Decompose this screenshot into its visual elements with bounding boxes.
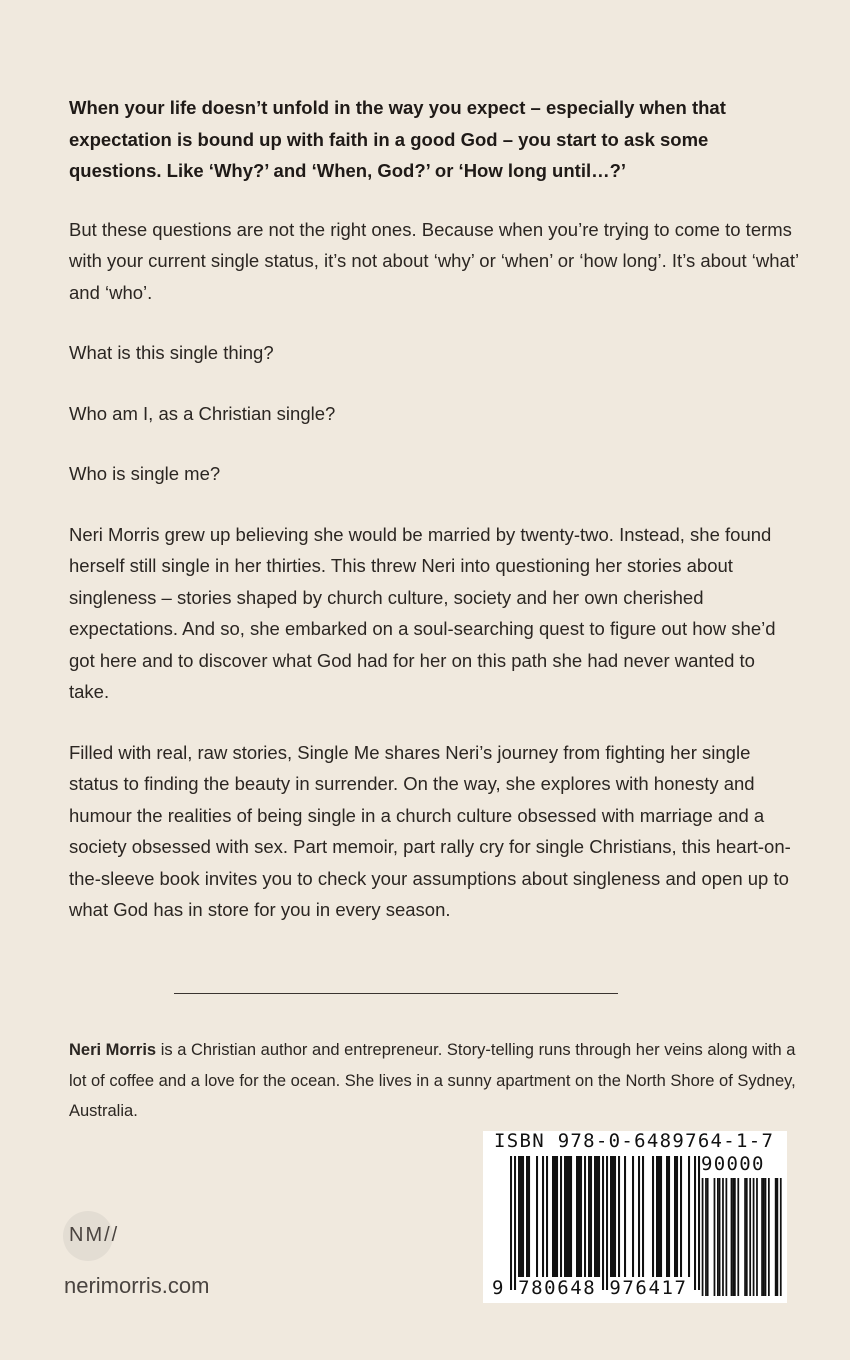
barcode-bar xyxy=(746,1178,748,1296)
ean-digits: 9 780648 976417 xyxy=(492,1277,688,1299)
barcode-bar xyxy=(594,1156,596,1277)
barcode-bar xyxy=(765,1178,767,1296)
barcode-bar xyxy=(726,1178,728,1296)
blurb-paragraph: Filled with real, raw stories, Single Me shares Neri’s journey from fighting her single status to finding the beauty in surrender. On the way, she explores with honesty and humour the realities of being single in a church culture obsessed with marriage and a society obsessed with sex. Part memoir, part rally cry for single Christians, this heart-on-the-sleeve book invites you to check your assumptions about singleness and open up to what God has in store for you in every season. xyxy=(69,741,791,920)
barcode-bar xyxy=(584,1156,586,1277)
barcode-bar xyxy=(717,1178,719,1296)
author-website: nerimorris.com xyxy=(64,1273,210,1298)
barcode-bar xyxy=(624,1156,626,1277)
barcode-bar xyxy=(722,1178,724,1296)
barcode-bar xyxy=(753,1178,755,1296)
barcode-bar xyxy=(612,1156,614,1277)
barcode-bar xyxy=(775,1178,777,1296)
barcode-bar xyxy=(719,1178,721,1296)
barcode-bar xyxy=(737,1178,739,1296)
barcode-bar xyxy=(570,1156,572,1277)
barcode-bar xyxy=(560,1156,562,1277)
barcode-bar xyxy=(707,1178,709,1296)
barcode-bar xyxy=(588,1156,590,1277)
barcode-bar xyxy=(734,1178,736,1296)
blurb-paragraph: But these questions are not the right ones. Because when you’re trying to come to terms with your current single status, it’s not about ‘why’ or ‘when’ or ‘how long’. It’s about ‘what’ and ‘who’. xyxy=(69,218,799,303)
barcode-bar xyxy=(668,1156,670,1277)
barcode-bar xyxy=(536,1156,538,1277)
barcode-bar xyxy=(542,1156,544,1277)
barcode-bar xyxy=(510,1156,512,1290)
barcode-bar xyxy=(656,1156,658,1277)
barcode-bar xyxy=(614,1156,616,1277)
barcode-bar xyxy=(749,1178,751,1296)
barcode-bar xyxy=(566,1156,568,1277)
blurb-lead: When your life doesn’t unfold in the way you expect – especially when that expectation is bound up with faith in a good God – you start to ask some questions. Like ‘Why?’ and ‘When, God?’ or ‘How long until…?’ xyxy=(69,97,726,181)
barcode-bar xyxy=(576,1156,578,1277)
barcode-bar xyxy=(702,1178,704,1296)
barcode-bar xyxy=(606,1156,608,1290)
barcode-bar xyxy=(514,1156,516,1290)
barcode-bar xyxy=(522,1156,524,1277)
barcode-bar xyxy=(638,1156,640,1277)
barcode-bar xyxy=(698,1156,700,1290)
barcode-bar xyxy=(556,1156,558,1277)
barcode-bar xyxy=(610,1156,612,1277)
barcode-bar xyxy=(768,1178,770,1296)
barcode-bar xyxy=(761,1178,763,1296)
barcode-bar xyxy=(518,1156,520,1277)
barcode-bar xyxy=(680,1156,682,1277)
barcode-bar xyxy=(658,1156,660,1277)
blurb-paragraph: Who is single me? xyxy=(69,463,221,484)
barcode-bar xyxy=(660,1156,662,1277)
barcode-bar xyxy=(564,1156,566,1277)
barcode-bar xyxy=(705,1178,707,1296)
barcode-bar xyxy=(602,1156,604,1290)
barcode-bar xyxy=(526,1156,528,1277)
author-logo-text: NM// xyxy=(69,1224,120,1246)
barcode-bar xyxy=(756,1178,758,1296)
isbn-label: ISBN 978-0-6489764-1-7 xyxy=(494,1130,775,1152)
blurb-paragraph: What is this single thing? xyxy=(69,342,274,363)
barcode-bar xyxy=(714,1178,716,1296)
barcode-bar xyxy=(731,1178,733,1296)
barcode-bar xyxy=(596,1156,598,1277)
barcode-bar xyxy=(580,1156,582,1277)
barcode-bar xyxy=(554,1156,556,1277)
barcode-bar xyxy=(552,1156,554,1277)
barcode-bar xyxy=(642,1156,644,1277)
barcode-bar xyxy=(732,1178,734,1296)
barcode-bar xyxy=(568,1156,570,1277)
barcode-bar xyxy=(528,1156,530,1277)
barcode-bar xyxy=(777,1178,779,1296)
barcode-bar xyxy=(578,1156,580,1277)
barcode-bar xyxy=(546,1156,548,1277)
barcode-bar xyxy=(590,1156,592,1277)
barcode-bar xyxy=(674,1156,676,1277)
barcode-bar xyxy=(666,1156,668,1277)
barcode-bar xyxy=(688,1156,690,1277)
author-bio-text: is a Christian author and entrepreneur. Story-telling runs through her veins along with a lot of coffee and a love for the ocean. She lives in a sunny apartment on the North Shore of Sydney, Australia. xyxy=(69,1041,796,1120)
barcode-bar xyxy=(598,1156,600,1277)
barcode-bar xyxy=(618,1156,620,1277)
barcode-bar xyxy=(763,1178,765,1296)
barcode-bar xyxy=(632,1156,634,1277)
blurb-paragraph: Who am I, as a Christian single? xyxy=(69,402,336,424)
barcode-bar xyxy=(694,1156,696,1290)
barcode-bar xyxy=(676,1156,678,1277)
blurb-paragraph: Neri Morris grew up believing she would be married by twenty-two. Instead, she found herself still single in her thirties. This threw Neri into questioning her stories about singleness – stories shaped by church culture, society and her own cherished expectations. And so, she embarked on a soul-searching quest to figure out how she’d got here and to discover what God had for her on this path she had never wanted to take. xyxy=(69,523,776,702)
barcode-bar xyxy=(780,1178,782,1296)
price-code: 90000 xyxy=(701,1153,765,1175)
barcode-bar xyxy=(652,1156,654,1277)
author-name: Neri Morris xyxy=(69,1041,157,1059)
barcode-bar xyxy=(744,1178,746,1296)
barcode-bar xyxy=(520,1156,522,1277)
